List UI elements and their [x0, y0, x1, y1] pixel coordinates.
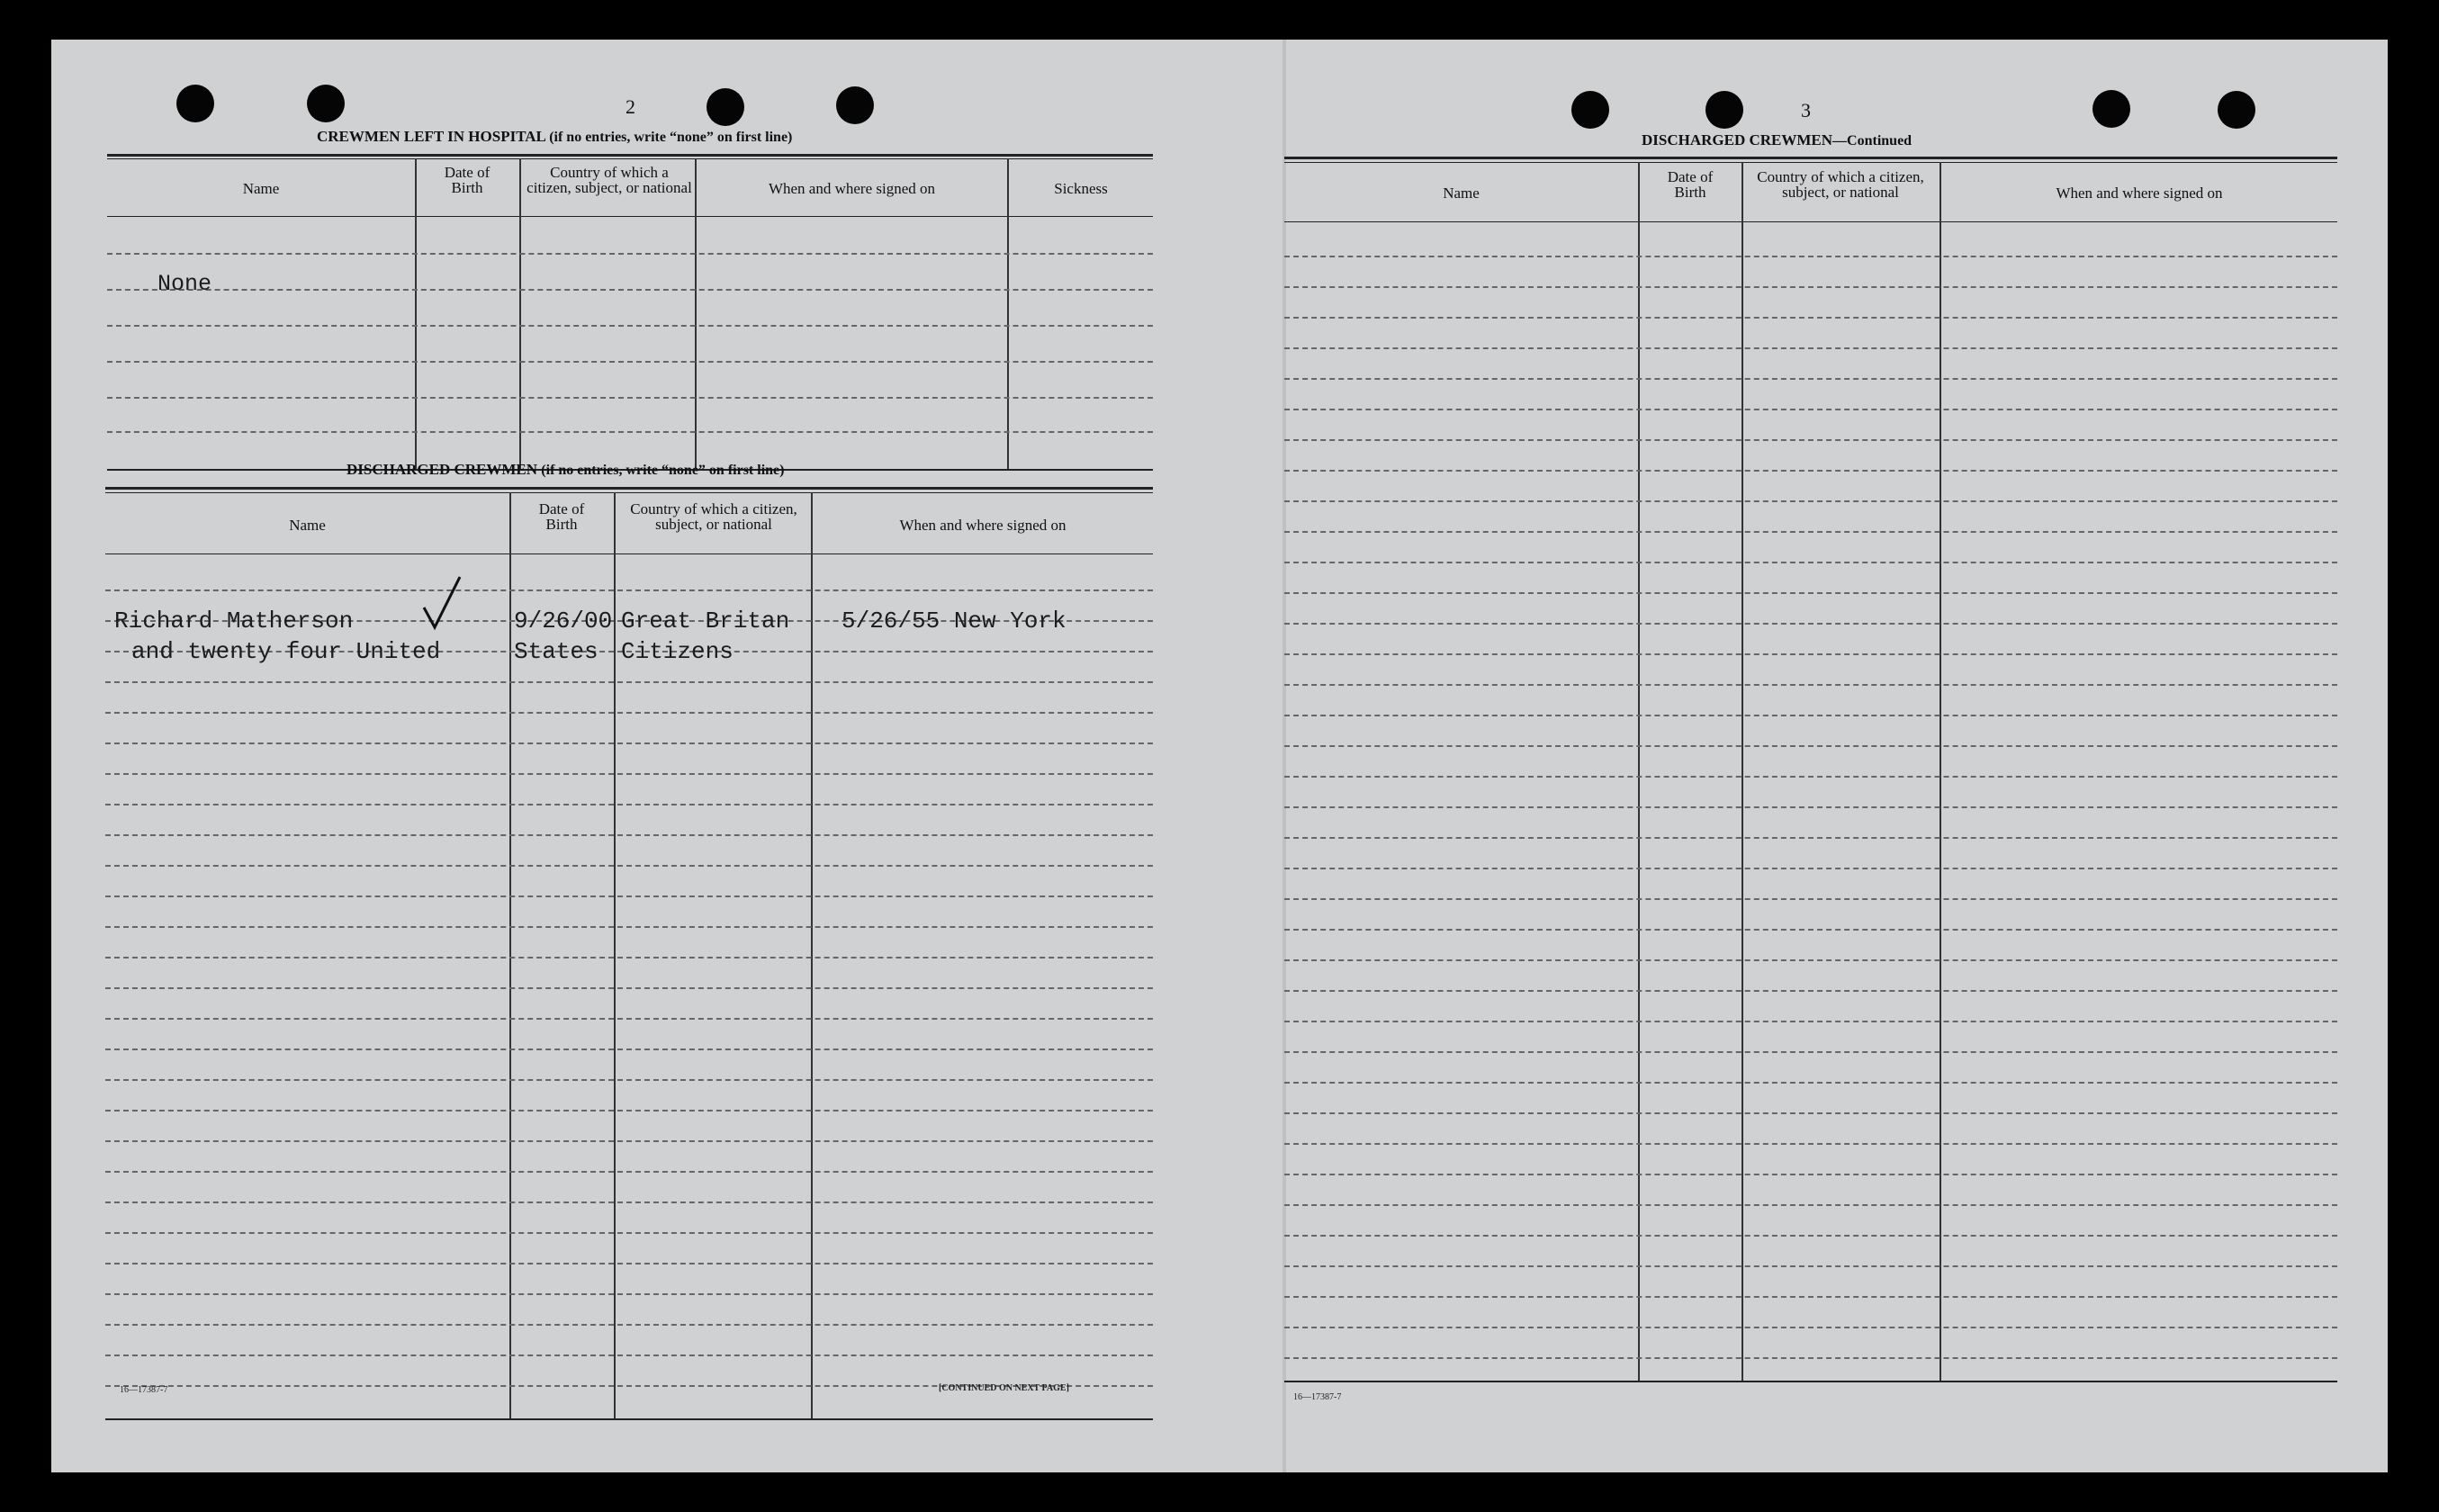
hospital-title-text: CREWMEN LEFT IN HOSPITAL [317, 128, 545, 145]
col-header-signed-on: When and where signed on [2056, 184, 2223, 202]
col-header-country: Country of which a citizen, subject, or national [1757, 168, 1924, 201]
col-header-dob: Date of Birth [444, 164, 490, 196]
discharged-instruction: (if no entries, write “none” on first line) [541, 463, 785, 478]
col-header-name: Name [242, 180, 280, 197]
form-number-right: 16—17387-7 [1293, 1392, 1342, 1402]
continued-suffix: —Continued [1832, 133, 1912, 148]
check-mark-icon [420, 573, 464, 631]
crew-row-dob: 9/26/00 [514, 608, 613, 634]
col-header-country: Country of which a citizen, subject, or national [630, 500, 797, 533]
hospital-row-name: None [158, 271, 212, 297]
document-sheet [51, 40, 2388, 1472]
crew-row-name: Richard Matherson [114, 608, 354, 634]
page-number-right: 3 [1801, 99, 1811, 122]
punch-hole [307, 85, 345, 122]
col-header-country: Country of which a citizen, subject, or national [526, 164, 692, 196]
col-header-name: Name [1443, 184, 1480, 202]
hospital-table [107, 154, 1153, 472]
punch-hole [1706, 91, 1743, 129]
hospital-section-title [317, 128, 792, 146]
crew-row-country: Great Britan [621, 608, 790, 634]
punch-hole [1571, 91, 1609, 129]
crew-row-name: and twenty four United [131, 638, 441, 665]
crew-row-signed-on: 5/26/55 New York [842, 608, 1066, 634]
col-header-sickness: Sickness [1054, 180, 1108, 197]
page-number-left: 2 [626, 95, 635, 118]
col-header-signed-on: When and where signed on [899, 517, 1066, 534]
discharged-title-text: DISCHARGED CREWMEN [346, 461, 538, 478]
discharged-section-title [346, 461, 784, 479]
continued-note: [CONTINUED ON NEXT PAGE] [939, 1383, 1069, 1393]
punch-hole [706, 88, 744, 126]
col-header-name: Name [289, 517, 326, 534]
col-header-dob: Date of Birth [1667, 168, 1714, 201]
col-header-dob: Date of Birth [538, 500, 585, 533]
discharged-table-right [1284, 157, 2337, 1384]
crew-row-dob: States [514, 638, 598, 665]
punch-hole [176, 85, 214, 122]
punch-hole [2218, 91, 2255, 129]
form-number-left: 16—17387-7 [120, 1385, 168, 1395]
continued-title-text: DISCHARGED CREWMEN [1642, 131, 1833, 148]
punch-hole [836, 86, 874, 124]
hospital-instruction: (if no entries, write “none” on first line) [549, 130, 793, 145]
continued-section-title [1642, 131, 1912, 149]
discharged-table-left [105, 487, 1153, 1425]
punch-hole [2092, 90, 2130, 128]
crew-row-country: Citizens [621, 638, 734, 665]
col-header-signed-on: When and where signed on [768, 180, 936, 197]
